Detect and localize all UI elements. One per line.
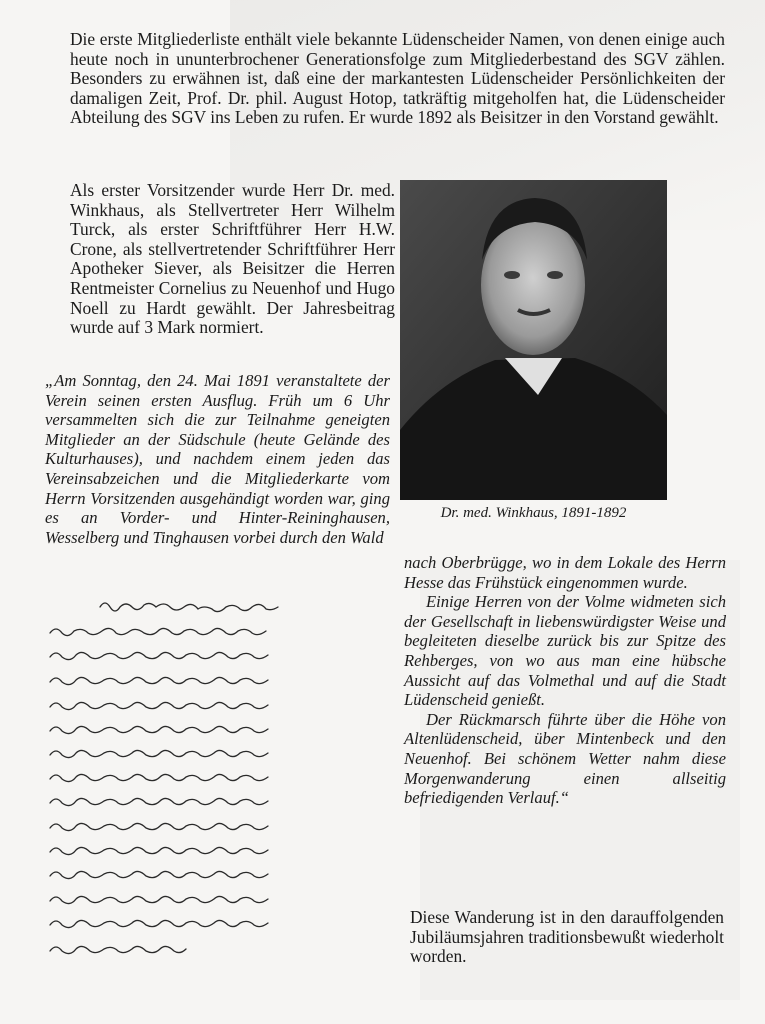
quote-paragraph: Einige Herren von der Volme widmeten sich der Gesellschaft in liebenswürdigster Weise und begleiteten dieselbe zurück bis zur Spitze des Rehberges, von wo aus man eine hübsche Aussicht auf das Volmethal und auf die Stadt Lüdenscheid genießt. [404, 592, 726, 710]
intro-paragraph: Die erste Mitgliederliste enthält viele bekannte Lüdenscheider Namen, von denen einige auch heute noch in ununterbrochener Generationsfolge zum Mitgliederbestand des SGV zählen. Besonders zu erwähnen ist, daß eine der markantesten Lüdenscheider Persönlichkeiten der damaligen Zeit, Prof. Dr. phil. August Hotop, tatkräftig mitgeholfen hat, die Lüdenscheider Abteilung des SGV ins Leben zu rufen. Er wurde 1892 als Beisitzer in den Vorstand gewählt. [70, 29, 725, 128]
closing-paragraph: Diese Wanderung ist in den darauffolgenden Jubiläumsjahren traditionsbewußt wiederholt worden. [410, 907, 724, 967]
quote-continuation [404, 553, 726, 808]
handwritten-document-image [40, 585, 390, 980]
quote-paragraph: Der Rückmarsch führte über die Höhe von Altenlüdenscheid, über Mintenbeck und den Neuenhof. Bei schönem Wetter nahm diese Morgenwanderung einen allseitig befriedigenden Verlauf.“ [404, 709, 726, 808]
portrait-photo [400, 180, 667, 500]
quote-paragraph: „Am Sonntag, den 24. Mai 1891 veranstaltete der Verein seinen ersten Ausflug. Früh um 6 Uhr versammelten sich die zur Teilnahme geneigten Mitglieder an der Südschule (heute Gelände des Kulturhauses), und nachdem einem jeden das Vereinsabzeichen und die Mitgliederkarte vom Herrn Vorsitzenden ausgehändigt worden war, ging es an Vorder- und Hinter-Reininghausen, Wesselberg und Tinghausen vorbei durch den Wald [45, 371, 390, 547]
quote-paragraph: nach Oberbrügge, wo in dem Lokale des Herrn Hesse das Frühstück eingenommen wurde. [404, 553, 726, 592]
portrait-image [400, 180, 667, 500]
photo-caption: Dr. med. Winkhaus, 1891-1892 [440, 505, 627, 521]
board-paragraph: Als erster Vorsitzender wurde Herr Dr. med. Winkhaus, als Stellvertreter Herr Wilhelm Turck, als erster Schriftführer Herr H.W. Crone, als stellvertretender Schriftführer Herr Apotheker Siever, als Beisitzer die Herren Rentmeister Cornelius zu Neuenhof und Hugo Noell zu Hardt gewählt. Der Jahresbeitrag wurde auf 3 Mark normiert. [70, 180, 395, 338]
